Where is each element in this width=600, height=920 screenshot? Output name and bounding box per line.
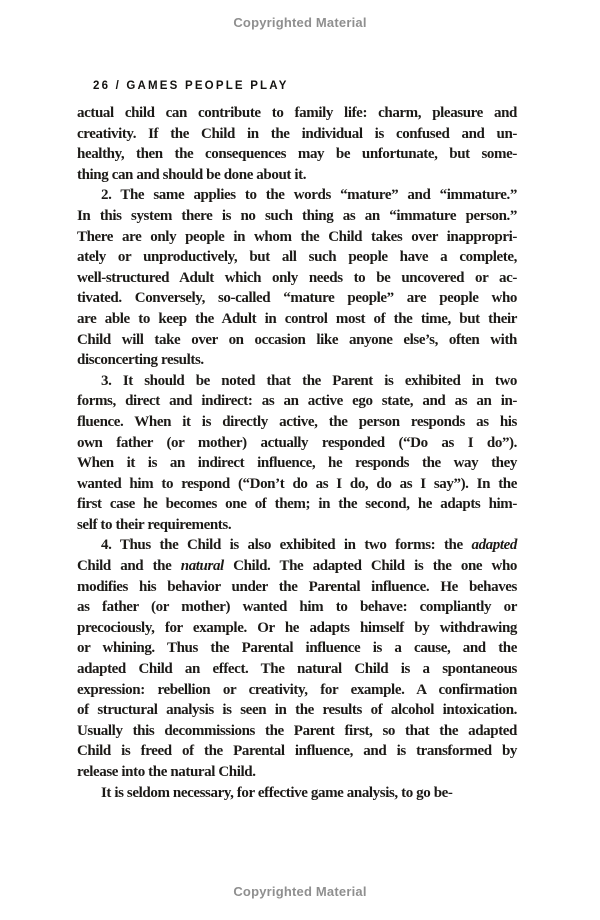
text-segment: 4. Thus the Child is also exhibited in two forms: the: [101, 537, 472, 554]
text-segment: precociously, for example. Or he adapts himself by withdrawing: [77, 619, 517, 636]
text-segment: In this system there is no such thing as an “immature person.”: [77, 207, 517, 224]
text-segment: Child and the: [77, 558, 181, 575]
text-line: [77, 391, 517, 412]
text-segment: as father (or mother) wanted him to behave: compliantly or: [77, 599, 517, 616]
text-segment: modifies his behavior under the Parental influence. He behaves: [77, 578, 517, 595]
text-line: [77, 597, 517, 618]
text-segment: Child. The adapted Child is the one who: [223, 558, 518, 575]
running-head: 26 / GAMES PEOPLE PLAY: [93, 80, 289, 92]
text-line: [77, 433, 517, 454]
text-line: [77, 638, 517, 659]
text-segment: are able to keep the Adult in control most of the time, but their: [77, 310, 517, 327]
text-line: [77, 206, 517, 227]
text-segment: creativity. If the Child in the individual is confused and un-: [77, 125, 517, 142]
text-line: [77, 783, 517, 804]
text-segment: wanted him to respond (“Don’t do as I do, do as I say”). In the: [77, 475, 517, 492]
text-line: [77, 144, 517, 165]
italic-text-segment: adapted: [471, 537, 517, 554]
text-segment: own father (or mother) actually responded (“Do as I do”).: [77, 434, 517, 451]
text-segment: self to their requirements.: [77, 516, 232, 533]
text-line: [77, 103, 517, 124]
text-segment: When it is an indirect influence, he responds the way they: [77, 455, 517, 472]
text-line: [77, 535, 517, 556]
text-segment: tivated. Conversely, so-called “mature people” are people who: [77, 290, 517, 307]
copyright-notice-top: Copyrighted Material: [233, 15, 367, 30]
text-line: [77, 700, 517, 721]
text-line: [77, 577, 517, 598]
text-segment: Usually this decommissions the Parent first, so that the adapted: [77, 722, 517, 739]
text-line: [77, 350, 517, 371]
text-segment: There are only people in whom the Child takes over inappropri-: [77, 228, 517, 245]
text-segment: first case he becomes one of them; in the second, he adapts him-: [77, 496, 517, 513]
text-line: [77, 165, 517, 186]
text-line: [77, 618, 517, 639]
text-segment: forms, direct and indirect: as an active ego state, and as an in-: [77, 393, 517, 410]
text-segment: ately or unproductively, but all such people have a complete,: [77, 249, 517, 266]
text-line: [77, 453, 517, 474]
text-segment: adapted Child an effect. The natural Child is a spontaneous: [77, 661, 517, 678]
text-segment: release into the natural Child.: [77, 764, 256, 780]
text-line: [77, 288, 517, 309]
text-segment: 3. It should be noted that the Parent is exhibited in two: [101, 372, 517, 389]
text-line: [77, 515, 517, 536]
text-segment: fluence. When it is directly active, the person responds as his: [77, 413, 517, 430]
text-segment: actual child can contribute to family life: charm, pleasure and: [77, 105, 517, 121]
text-line: [77, 371, 517, 392]
text-segment: healthy, then the consequences may be unfortunate, but some-: [77, 146, 517, 163]
text-segment: 2. The same applies to the words “mature” and “immature.”: [101, 187, 517, 204]
text-line: [77, 412, 517, 433]
text-line: [77, 494, 517, 515]
text-line: [77, 124, 517, 145]
text-segment: expression: rebellion or creativity, for example. A confirmation: [77, 681, 517, 698]
text-line: [77, 741, 517, 762]
text-segment: Child will take over on occasion like anyone else’s, often with: [77, 331, 517, 348]
text-line: [77, 659, 517, 680]
page-body: [77, 103, 517, 803]
text-line: [77, 556, 517, 577]
text-line: [77, 474, 517, 495]
text-segment: disconcerting results.: [77, 352, 204, 369]
text-line: [77, 227, 517, 248]
text-line: [77, 762, 517, 783]
text-line: [77, 309, 517, 330]
copyright-notice-bottom: Copyrighted Material: [233, 884, 367, 899]
text-segment: or whining. Thus the Parental influence is a cause, and the: [77, 640, 517, 657]
text-segment: well-structured Adult which only needs to be uncovered or ac-: [77, 269, 517, 286]
text-segment: Child is freed of the Parental influence, and is transformed by: [77, 743, 517, 760]
text-segment: thing can and should be done about it.: [77, 166, 307, 183]
italic-text-segment: natural: [180, 558, 224, 575]
text-segment: of structural analysis is seen in the results of alcohol intoxication.: [77, 702, 517, 719]
text-line: [77, 330, 517, 351]
text-line: [77, 185, 517, 206]
text-line: [77, 721, 517, 742]
text-line: [77, 680, 517, 701]
text-segment: It is seldom necessary, for effective game analysis, to go be-: [101, 784, 453, 801]
text-line: [77, 268, 517, 289]
text-line: [77, 247, 517, 268]
